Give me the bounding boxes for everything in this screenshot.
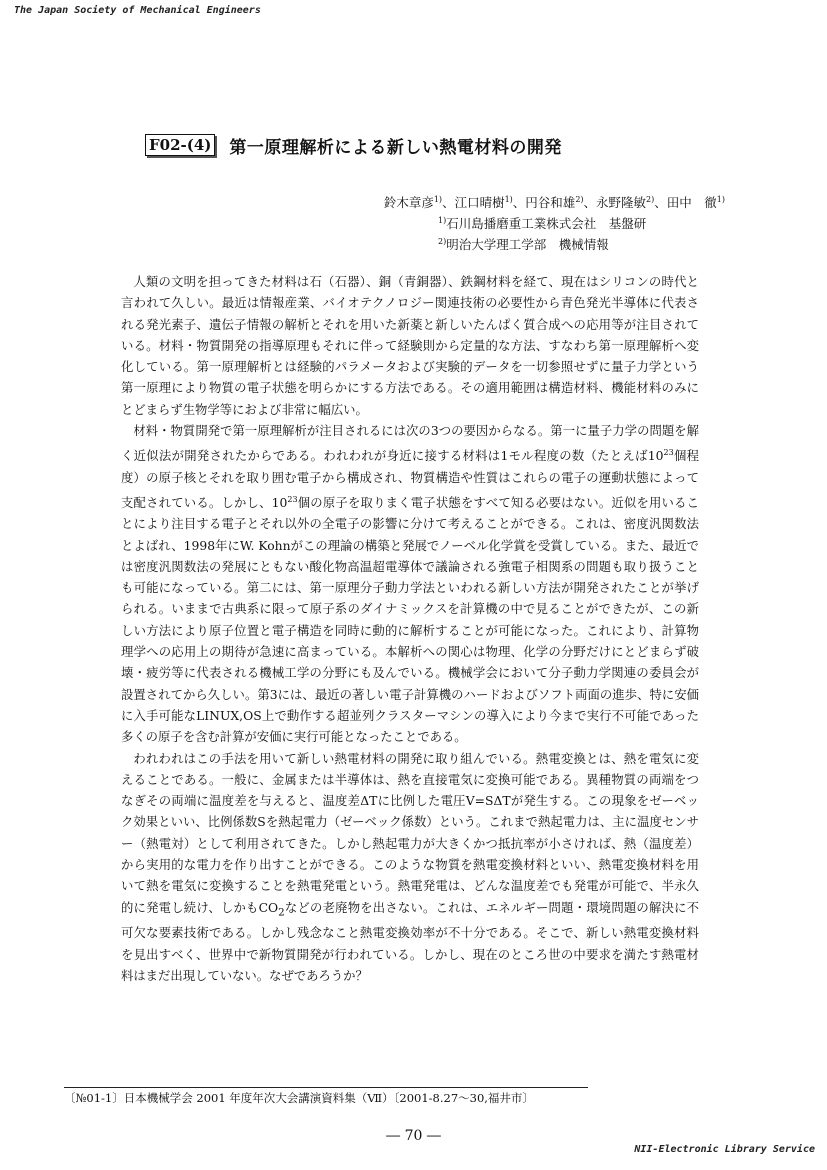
exponent: 23 — [287, 494, 298, 504]
affiliation-mark: 1) — [438, 216, 447, 225]
author-affiliation-mark: 2) — [646, 195, 655, 204]
paragraph-2 — [121, 421, 699, 748]
author-name: 、江口晴樹 — [442, 195, 505, 210]
body-text — [121, 272, 699, 987]
author-name: 、田中 徹 — [654, 195, 717, 210]
page-number: ― 70 ― — [386, 1128, 441, 1144]
paragraph-text: などの老廃物を出さない。これは、エネルギー問題・環境問題の解決に不可欠な要素技術である。しかし残念なこと熱電変換効率が不十分である。そこで、新しい熱電変換材料を見出すべく、世界中で新物質開発が行われている。しかし、現在のところ世の中要求を満たす熱電材料はまだ出現していない。なぜであろうか？ — [121, 900, 699, 983]
paper-code-badge: F02-(4) — [145, 134, 215, 156]
library-service-footer: NII-Electronic Library Service — [634, 1144, 815, 1155]
affiliation-text: 明治大学理工学部 機械情報 — [446, 237, 609, 252]
affiliation-2 — [438, 231, 609, 255]
paper-title: 第一原理解析による新しい熱電材料の開発 — [229, 137, 562, 158]
affiliation-text: 石川島播磨重工業株式会社 基盤研 — [446, 216, 647, 231]
author-affiliation-mark: 1) — [504, 195, 513, 204]
paragraph-text: われわれはこの手法を用いて新しい熱電材料の開発に取り組んでいる。熱電変換とは、熱を電気に変えることである。一般に、金属または半導体は、熱を直接電気に変換可能である。異種物質の両端をつなぎその両端に温度差を与えると、温度差ΔTに比例した電圧V=SΔTが発生する。この現象をゼーベック効果といい、比例係数Sを熱起電力（ゼーベック係数）という。これまで熱起電力は、主に温度センサー（熱電対）として利用されてきた。しかし熱起電力が大きくかつ抵抗率が小さければ、熱（温度差）から実用的な電力を作り出すことができる。このような物質を熱電変換材料といい、熱電変換材料を用いて熱を電気に変換することを熱電発電という。熱電発電は、どんな温度差でも発電が可能で、半永久的に発電し続け、しかもCO — [121, 751, 699, 915]
footer-citation: 〔№01-1〕日本機械学会 2001 年度年次大会講演資料集（Ⅶ）〔2001-8.27～30,福井市〕 — [64, 1091, 534, 1105]
affiliation-mark: 2) — [438, 237, 447, 246]
society-header: The Japan Society of Mechanical Engineers — [14, 5, 261, 16]
subscript: 2 — [278, 906, 285, 919]
paragraph-1: 人類の文明を担ってきた材料は石（石器）、銅（青銅器）、鉄鋼材料を経て、現在はシリコンの時代と言われて久しい。最近は情報産業、バイオテクノロジー関連技術の必要性から青色発光半導体に代表される発光素子、遺伝子情報の解析とそれを用いた新薬と新しいたんぱく質合成への応用等が注目されている。材料・物質開発の指導原理もそれに伴って経験則から定量的な方法、すなわち第一原理解析へ変化している。第一原理解析とは経験的パラメータおよび実験的データを一切参照せずに量子力学という第一原理により物質の電子状態を明らかにする方法である。その適用範囲は構造材料、機能材料のみにとどまらず生物学等におよび非常に幅広い。 — [121, 275, 699, 417]
author-affiliation-mark: 1) — [433, 195, 443, 204]
paragraph-3 — [121, 749, 699, 988]
author-affiliation-mark: 1) — [716, 195, 725, 204]
title-row — [145, 132, 745, 158]
exponent: 23 — [663, 448, 674, 458]
author-affiliation-mark: 2) — [575, 195, 584, 204]
author-name: 、円谷和雄 — [512, 195, 576, 210]
paragraph-text: 個程度）の原子核とそれを取り囲む電子から構成され、物質構造や性質はこれらの電子の運動状態によって支配されている。しかし、10 — [121, 449, 700, 510]
footer-divider — [64, 1087, 588, 1088]
author-name: 鈴木章彦 — [383, 195, 434, 210]
author-name: 、永野隆敏 — [583, 195, 647, 210]
paragraph-text: 材料・物質開発で第一原理解析が注目されるには次の3つの要因からなる。第一に量子力学の問題を解く近似法が開発されたからである。われわれが身近に接する材料は1モル程度の数（たとえば10 — [121, 424, 699, 464]
paragraph-text: 個の原子を取りまく電子状態をすべて知る必要はない。近似を用いることにより注目する電子とそれ以外の全電子の影響に分けて考えることができる。これは、密度汎関数法とよばれ、1998年にW. Kohnがこの理論の構築と発展でノーベル化学賞を受賞している。また、最近では密度汎関数法の発展にともない酸化物高温超電導体で議論される強電子相関系の問題も取り扱うことも可能になっている。第二には、第一原理分子動力学法といわれる新しい方法が開発されたことが挙げられる。いままで古典系に限って原子系のダイナミックスを計算機の中で見ることができたが、この新しい方法により原子位置と電子構造を同時に動的に解析することが可能になった。これにより、計算物理学への応用上の期待が急速に高まっている。本解析への関心は物理、化学の分野だけにとどまらず破壊・疲労等に代表される機械工学の分野にも及んでいる。機械学会において分子動力学関連の委員会が設置されてから久しい。第3には、最近の著しい電子計算機のハードおよびソフト両面の進歩、特に安価に入手可能なLINUX,OS上で動作する超並列クラスターマシンの導入により今まで実行不可能であった多くの原子を含む計算が安価に実行可能となったことである。 — [121, 495, 700, 745]
